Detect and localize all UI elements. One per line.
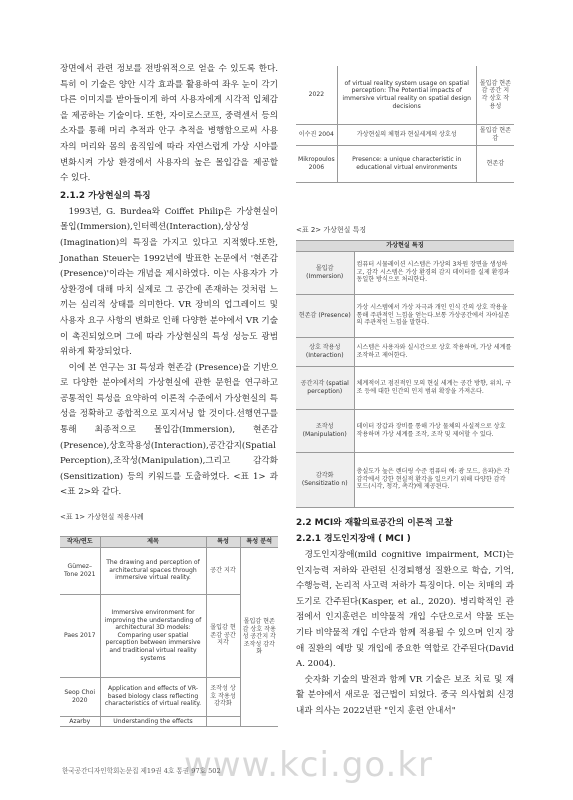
- table-cell: Presence: a unique characteristic in educational virtual environments: [337, 146, 476, 183]
- column-header: 가상현실 특징: [296, 241, 514, 252]
- table-header-row: [296, 241, 514, 252]
- feature-label: 상호 작용성 (Interaction): [296, 337, 354, 366]
- table-cell: Azarby: [60, 716, 100, 727]
- table-cell: 현존감: [476, 146, 514, 183]
- section-heading: 2.1.2 가상현실의 특징: [60, 190, 151, 201]
- table-cell: 이수진 2004: [296, 125, 337, 146]
- table-row: [296, 409, 514, 452]
- table-row: [296, 337, 514, 366]
- table-cell: 2022: [296, 66, 337, 125]
- table-cell: Seop Choi 2020: [60, 677, 100, 716]
- subsection-heading: 2.2.1 경도인지장애 ( MCI ): [296, 534, 411, 544]
- feature-description: 시스템은 사용자와 실시간으로 상호 작용하며, 가상 세계를 조작하고 제어한다.: [354, 337, 514, 366]
- table-cell: 몰입감 현존감 상호 작용성 공간지 각 조작성 감각화: [240, 547, 278, 727]
- feature-label: 공간지각 (spatial perception): [296, 366, 354, 409]
- table-cell: of virtual reality system usage on spatial perception: The Potential impacts of immersive virtual reality on spatial design decisions: [337, 66, 476, 125]
- table-row: [296, 66, 514, 125]
- column-header: 제목: [100, 537, 206, 548]
- body-paragraph: 이에 본 연구는 3I 특성과 현존감 (Presence)을 기반으로 다양한 분야에서의 가상현실에 관한 문헌을 연구하고 공통적인 특성을 요약하여 이론적 수준에서 가상현실의 특성을 정확하고 종합적으로 포지셔닝 할 것이다.선행연구를 통해 최종적으로 몰입감(Immersion), 현존감(Presence),상호작용성(Interaction),공간감지(Spatial Perception),조작성(Manipulation),그리고 감각화(Sensitization) 등의 키워드를 도출하였다. <표 1> 과 <표 2>와 같다.: [60, 362, 278, 498]
- feature-label: 감각화 (Sensitizatio n): [296, 452, 354, 507]
- table-header-row: [60, 537, 278, 548]
- table-cell: The drawing and perception of architectural spaces through immersive virtual reality.: [100, 547, 206, 594]
- table-cell: 공간 지각: [206, 547, 240, 594]
- feature-label: 조작성 (Manipulation): [296, 409, 354, 452]
- body-paragraph: 숫자화 기술의 발전과 함께 VR 기술은 보조 치료 및 재활 분야에서 새로운 접근법이 되었다. 중국 의사협회 신경 내과 의사는 2022년판 "인지 훈련 안내서": [296, 674, 514, 716]
- feature-description: 충실도가 높은 렌더링 수준 컴퓨터 예: 광 모드, 음파)은 각 감각에서 강한 현실적 환각을 일으키기 위해 다양한 감각 모드(시각, 청각, 촉각)에 제공된다.: [354, 452, 514, 507]
- feature-description: 가상 시스템에서 가상 자극과 개인 인식 간의 상호 작용을 통해 주관적인 느낌을 얻는다.보통 가상공간에서 자아실존의 주관적인 느낌을 말한다.: [354, 294, 514, 337]
- page-footer: 한국공간디자인학회논문집 제19권 4호 통권 97호 502: [62, 767, 221, 775]
- table-cell: Immersive environment for improving the understanding of architectural 3D models: Comparing user spatial perception between immersive and traditional virtual reality systems: [100, 594, 206, 677]
- feature-description: 체계적이고 점진적인 모의 현실 세계는 공간 방향, 위치, 구조 등에 대한 인간의 인지 범위 확장을 가져온다.: [354, 366, 514, 409]
- body-paragraph: 장면에서 관련 정보를 전방위적으로 얻을 수 있도록 한다. 특히 이 기술은 양안 시각 효과를 활용하여 좌우 눈이 각기 다른 이미지를 받아들이게 하여 사용자에게 시각적 입체감을 제공하는 기술이다. 또한, 자이로스코프, 중력센서 등의 소자를 통해 머리 추적과 안구 추적을 병행함으로써 사용자의 머리와 몸의 움직임에 따라 자연스럽게 가상 시야를 변화시켜 가상 환경에서 사용자의 높은 몰입감을 제공할 수 있다.: [60, 64, 278, 184]
- feature-label: 현존감 (Presence): [296, 294, 354, 337]
- table-cell: Paes 2017: [60, 594, 100, 677]
- section-heading: 2.2 MCI와 재활의료공간의 이론적 고찰: [296, 518, 453, 528]
- table-cell: 가상현실의 체험과 현실세계의 상호성: [337, 125, 476, 146]
- table-vr-cases: [60, 536, 278, 727]
- column-header: 작자/연도: [60, 537, 100, 548]
- table-cell: Understanding the effects: [100, 716, 206, 727]
- table-vr-features: [296, 240, 514, 508]
- table-row: [60, 547, 278, 594]
- column-header: 특성 분석: [240, 537, 278, 548]
- right-column-text: [296, 516, 514, 720]
- table-cell: 몰입감 현존감 공간 지각: [206, 594, 240, 677]
- body-paragraph: 1993년, G. Burdea와 Coiffet Philip은 가상현실이 몰입(Immersion),인터렉션(Interaction),상상성(Imagination)의 특징을 가지고 있다고 지적했다.또한, Jonathan Steuer는 1992년에 발표한 논문에서 '현존감(Presence)'이라는 개념을 제시하였다. 이는 사용자가 가상환경에 대해 마치 실제로 그 공간에 존재하는 것처럼 느끼는 심리적 상태를 의미한다. VR 장비의 업그레이드 및 사용자 요구 사항의 변화로 인해 다양한 분야에서 VR 기술이 촉진되었으며 그에 따라 가상현실의 특성 성능도 광범위하게 확장되었다.: [60, 206, 278, 358]
- table-cell: 조작성 상호 작용성 감각화: [206, 677, 240, 716]
- feature-label: 몰입감 (Immersion): [296, 251, 354, 294]
- table-caption: <표 1> 가상현실 적용사례: [60, 513, 144, 521]
- table-row: [296, 452, 514, 507]
- table-cell: 몰입감 현존감 공간 지각 상호 작용성: [476, 66, 514, 125]
- table-row: [296, 146, 514, 183]
- feature-description: 컴퓨터 시뮬레이션 시스템은 가상의 3차원 장면을 생성하고, 감각 시스템은 가상 환경의 감지 데이터를 실제 환경과 동일한 방식으로 처리한다.: [354, 251, 514, 294]
- table-cell: [206, 716, 240, 727]
- table-cell: Gümez–Tone 2021: [60, 547, 100, 594]
- table-cell: 몰입감 현존감: [476, 125, 514, 146]
- table-row: [296, 294, 514, 337]
- table-row: [296, 125, 514, 146]
- table-vr-cases-continued: [296, 66, 514, 183]
- left-column: [60, 62, 278, 501]
- table-cell: Application and effects of VR-based biology class reflecting characteristics of virtual reality.: [100, 677, 206, 716]
- table-caption: <표 2> 가상현실 특징: [296, 226, 367, 234]
- table-cell: Mikropoulos 2006: [296, 146, 337, 183]
- feature-description: 데이터 장갑과 장비를 통해 가상 물체의 사실적으로 상호 작용하며 가상 세계를 조작, 조작 및 제어할 수 있다.: [354, 409, 514, 452]
- column-header: 특성: [206, 537, 240, 548]
- body-paragraph: 경도인지장애(mild cognitive impairment, MCI)는 인지능력 저하와 관련된 신경퇴행성 질환으로 학습, 기억, 수행능력, 논리적 사고력 저하가 특징이다. 이는 치매의 과도기로 간주된다(Kasper, et al., 2020). 병리학적인 관점에서 인지훈련은 비약물적 개입 수단으로서 약물 또는 기타 비약물적 개입 수단과 함께 적용될 수 있으며 인지 장애 질환의 예방 및 개입에 중요한 역할로 간주된다(David A. 2004).: [296, 550, 514, 670]
- table-row: [296, 366, 514, 409]
- table-row: [296, 251, 514, 294]
- watermark: www.kci.go.kr: [184, 745, 434, 785]
